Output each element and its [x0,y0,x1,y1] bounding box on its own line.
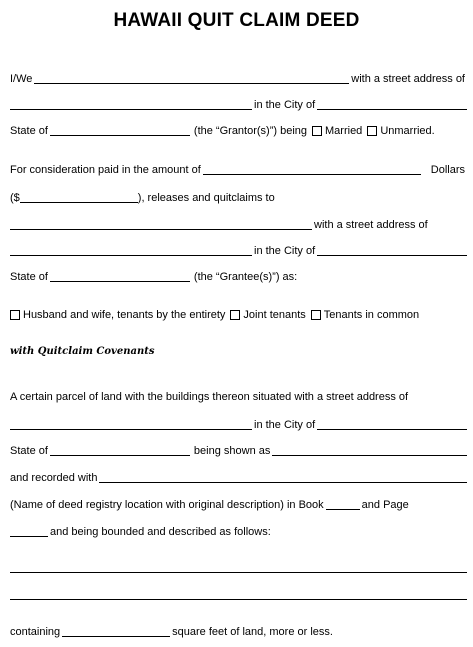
joint-tenants-label: Joint tenants [243,309,306,321]
grantee-address-field[interactable] [10,244,252,256]
tenants-in-common-label: Tenants in common [323,309,420,321]
grantee-street-address-label: with a street address of [314,219,428,231]
grantor-address-field[interactable] [10,98,252,110]
tenants-in-common-checkbox[interactable] [311,310,321,320]
description-line-2[interactable] [10,599,467,600]
grantee-state-field[interactable] [50,270,190,282]
grantor-state-row [10,122,467,138]
city-label: in the City of [254,99,316,111]
parcel-state-field[interactable] [50,444,190,456]
grantee-name-row [10,216,467,232]
registry-book-label: (Name of deed registry location with original description) in Book [10,499,324,511]
dollar-open-label: ($ [10,192,20,204]
grantee-address-row [10,242,467,258]
consideration-words-field[interactable] [203,163,421,175]
parcel-address-row [10,416,467,432]
grantee-label: (the “Grantee(s)”) as: [193,271,298,283]
recorded-with-field[interactable] [99,471,467,483]
amount-row [10,189,467,205]
state-label: State of [10,125,48,137]
grantor-name-row [10,70,467,86]
and-page-label: and Page [361,499,409,511]
unmarried-checkbox[interactable] [367,126,377,136]
i-we-label: I/We [10,73,33,85]
dollars-label: Dollars [430,164,465,176]
containing-label: containing [10,626,61,638]
parcel-state-row [10,442,467,458]
recorded-with-row [10,469,467,485]
containing-row [10,623,467,639]
parcel-intro-row [10,388,467,404]
recorded-with-label: and recorded with [10,472,98,484]
consideration-amount-field[interactable] [20,191,138,203]
grantee-name-field[interactable] [10,218,312,230]
square-feet-field[interactable] [62,625,170,637]
parcel-state-label: State of [10,445,48,457]
page-field[interactable] [10,525,48,537]
grantor-address-row [10,96,467,112]
grantor-city-field[interactable] [317,98,467,110]
grantee-city-label: in the City of [254,245,316,257]
description-line-1[interactable] [10,572,467,573]
unmarried-label: Unmarried. [380,125,435,137]
consideration-label: For consideration paid in the amount of [10,164,201,176]
joint-tenants-checkbox[interactable] [230,310,240,320]
grantor-name-field[interactable] [34,72,349,84]
grantee-state-row [10,268,467,284]
bounded-row [10,523,467,539]
grantor-label: (the “Grantor(s)”) being [193,125,308,137]
street-address-label: with a street address of [351,73,465,85]
shown-as-field[interactable] [272,444,467,456]
document-title: HAWAII QUIT CLAIM DEED [113,10,360,31]
consideration-row [10,161,467,177]
parcel-intro-label: A certain parcel of land with the buildings thereon situated with a street address of [10,391,409,403]
grantee-state-label: State of [10,271,48,283]
parcel-city-field[interactable] [317,418,467,430]
grantee-city-field[interactable] [317,244,467,256]
releases-label: ), releases and quitclaims to [137,192,275,204]
square-feet-label: square feet of land, more or less. [172,626,333,638]
book-page-row [10,496,467,512]
grantor-state-field[interactable] [50,124,190,136]
husband-wife-checkbox[interactable] [10,310,20,320]
book-field[interactable] [326,498,360,510]
covenants-heading: with Quitclaim Covenants [10,346,155,357]
tenancy-row [10,306,467,322]
shown-as-label: being shown as [193,445,271,457]
bounded-label: and being bounded and described as follows: [50,526,271,538]
married-checkbox[interactable] [312,126,322,136]
husband-wife-label: Husband and wife, tenants by the entirety [23,309,226,321]
married-label: Married [325,125,363,137]
parcel-address-field[interactable] [10,418,252,430]
parcel-city-label: in the City of [254,419,316,431]
